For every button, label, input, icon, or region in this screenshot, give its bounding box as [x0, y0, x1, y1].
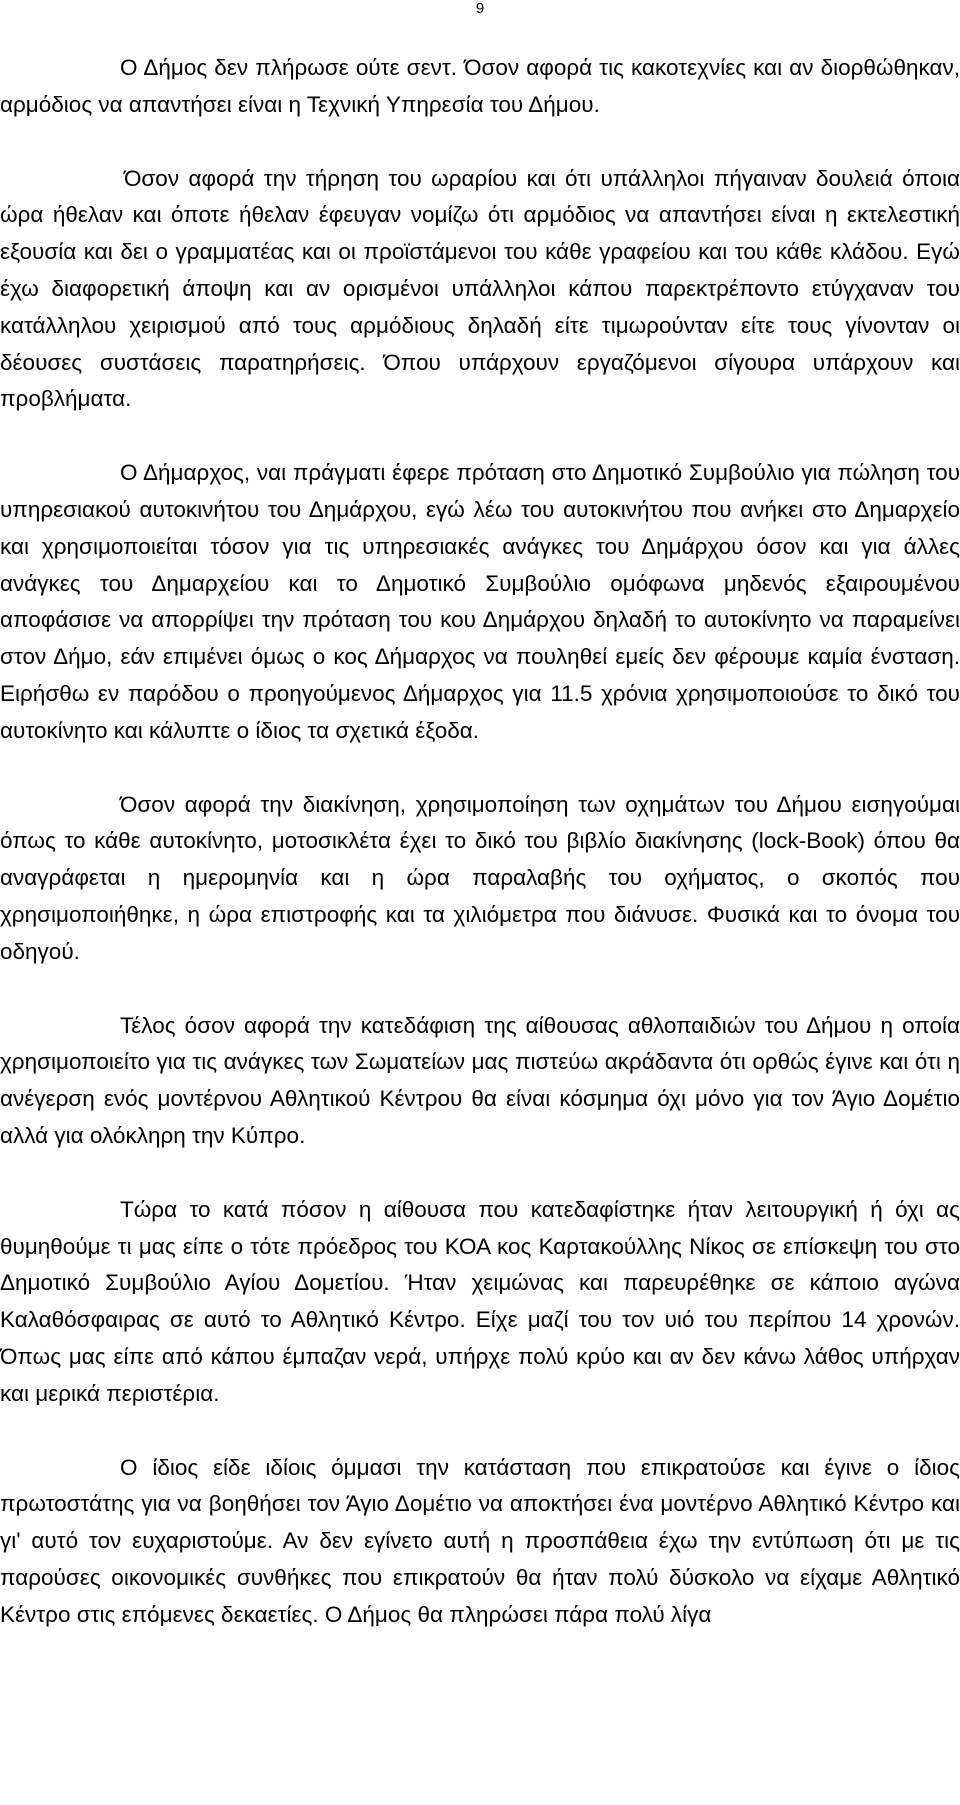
paragraph-sports-centre: Ο ίδιος είδε ιδίοις όμμασι την κατάσταση που επικρατούσε και έγινε ο ίδιος πρωτοστάτης για να βοηθήσει τον Άγιο Δομέτιο να αποκτήσει ένα μοντέρνο Αθλητικό Κέντρο και γι' αυτό τον ευχαριστούμε. Αν δεν εγίνετο αυτή η προσπάθεια έχω την εντύπωση ότι με τις παρούσες οικονομικές συνθήκες που επικρατούν θα ήταν πολύ δύσκολο να είχαμε Αθλητικό Κέντρο στις επόμενες δεκαετίες. Ο Δήμος θα πληρώσει πάρα πολύ λίγα [0, 1454, 960, 1627]
paragraph-payment-and-defects: Ο Δήμος δεν πλήρωσε ούτε σεντ. Όσον αφορά τις κακοτεχνίες και αν διορθώθηκαν, αρμόδιος να απαντήσει είναι η Τεχνική Υπηρεσία του Δήμου. [0, 55, 960, 117]
page-number: 9 [475, 0, 485, 17]
paragraph-koa-visit: Τώρα το κατά πόσον η αίθουσα που κατεδαφίστηκε ήταν λειτουργική ή όχι ας θυμηθούμε τι μας είπε ο τότε πρόεδρος του ΚΟΑ κος Καρτακούλλης Νίκος σε επίσκεψη του στο Δημοτικό Συμβούλιο Αγίου Δομετίου. Ήταν χειμώνας και παρευρέθηκε σε κάποιο αγώνα Καλαθόσφαιρας σε αυτό το Αθλητικό Κέντρο. Είχε μαζί του τον υιό του περίπου 14 χρονών. Όπως μας είπε από κάπου έμπαζαν νερά, υπήρχε πολύ κρύο και αν δεν κάνω λάθος υπήρχαν και μερικά περιστέρια. [0, 1196, 960, 1406]
paragraph-hall-demolition: Τέλος όσον αφορά την κατεδάφιση της αίθουσας αθλοπαιδιών του Δήμου η οποία χρησιμοποιείτο για τις ανάγκες των Σωματείων μας πιστεύω ακράδαντα ότι ορθώς έγινε και ότι η ανέγερση ενός μοντέρνου Αθλητικού Κέντρου θα είναι κόσμημα όχι μόνο για τον Άγιο Δομέτιο αλλά για ολόκληρη την Κύπρο. [0, 1012, 960, 1148]
document-body [0, 50, 960, 1633]
paragraph-mayor-car: Ο Δήμαρχος, ναι πράγματι έφερε πρόταση στο Δημοτικό Συμβούλιο για πώληση του υπηρεσιακού αυτοκινήτου του Δημάρχου, εγώ λέω του αυτοκινήτου που ανήκει στο Δημαρχείο και χρησιμοποιείται τόσον για τις υπηρεσιακές ανάγκες του Δημάρχου όσον και για άλλες ανάγκες του Δημαρχείου και το Δημοτικό Συμβούλιο ομόφωνα μηδενός εξαιρουμένου αποφάσισε να απορρίψει την πρόταση του κου Δημάρχου δηλαδή το αυτοκίνητο να παραμείνει στον Δήμο, εάν επιμένει όμως ο κος Δήμαρχος να πουληθεί εμείς δεν φέρουμε καμία ένσταση. Ειρήσθω εν παρόδου ο προηγούμενος Δήμαρχος για 11.5 χρόνια χρησιμοποιούσε το δικό του αυτοκίνητο και κάλυπτε ο ίδιος τα σχετικά έξοδα. [0, 460, 960, 743]
paragraph-working-hours: Όσον αφορά την τήρηση του ωραρίου και ότι υπάλληλοι πήγαιναν δουλειά όποια ώρα ήθελαν και όποτε ήθελαν έφευγαν νομίζω ότι αρμόδιος να απαντήσει είναι η εκτελεστική εξουσία και δει ο γραμματέας και οι προϊστάμενοι του κάθε γραφείου και του κάθε κλάδου. Εγώ έχω διαφορετική άποψη και αν ορισμένοι υπάλληλοι κάπου παρεκτρέποντο ετύγχαναν του κατάλληλου χειρισμού από τους αρμόδιους δηλαδή είτε τιμωρούνταν είτε τους γίνονταν οι δέουσες συστάσεις παρατηρήσεις. Όπου υπάρχουν εργαζόμενοι σίγουρα υπάρχουν και προβλήματα. [0, 165, 960, 412]
paragraph-vehicle-logbook: Όσον αφορά την διακίνηση, χρησιμοποίηση των οχημάτων του Δήμου εισηγούμαι όπως το κάθε αυτοκίνητο, μοτοσικλέτα έχει το δικό του βιβλίο διακίνησης (lock-Book) όπου θα αναγράφεται η ημερομηνία και η ώρα παραλαβής του οχήματος, ο σκοπός που χρησιμοποιήθηκε, η ώρα επιστροφής και τα χιλιόμετρα που διάνυσε. Φυσικά και το όνομα του οδηγού. [0, 791, 960, 964]
